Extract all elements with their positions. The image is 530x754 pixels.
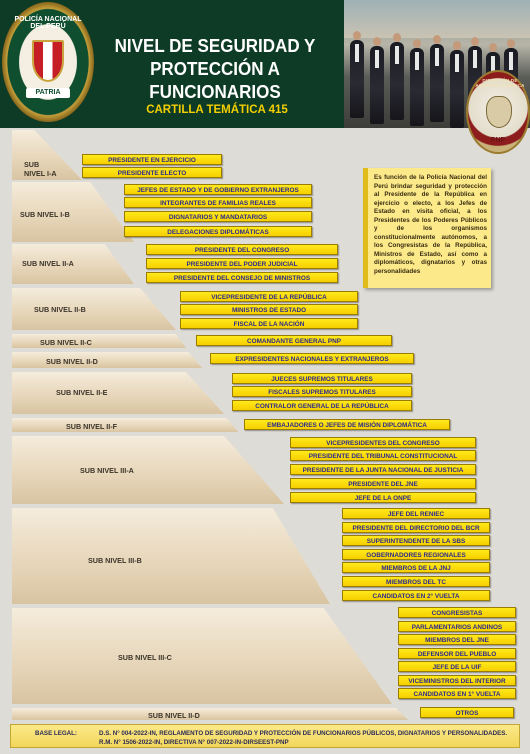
page-title bbox=[100, 34, 330, 103]
shield-icon bbox=[32, 40, 64, 82]
tier-sub-nivel-iii-b bbox=[12, 508, 330, 604]
tier-label: SUB NIVEL III-B bbox=[88, 556, 142, 565]
legal-basis-label: BASE LEGAL: bbox=[35, 730, 77, 737]
tier-item: MIEMBROS DE LA JNJ bbox=[342, 562, 490, 573]
function-description-box bbox=[363, 168, 491, 288]
tier-sub-nivel-bottom bbox=[12, 708, 408, 720]
tier-item: EXPRESIDENTES NACIONALES Y EXTRANJEROS bbox=[210, 353, 414, 364]
tier-item: GOBERNADORES REGIONALES bbox=[342, 549, 490, 560]
tier-item: PRESIDENTE DEL CONGRESO bbox=[146, 244, 338, 255]
tier-item: JEFES DE ESTADO Y DE GOBIERNO EXTRANJEROS bbox=[124, 184, 312, 195]
legal-basis-footer bbox=[10, 724, 520, 748]
tier-label-line: NIVEL I-A bbox=[24, 169, 57, 178]
tier-item: MIEMBROS DEL JNE bbox=[398, 634, 516, 645]
legal-basis-line-1: D.S. N° 004-2022-IN, REGLAMENTO DE SEGURIDAD Y PROTECCIÓN DE FUNCIONARIOS PÚBLICOS, DIGNATARIOS Y PERSONALIDADES. bbox=[99, 730, 508, 737]
tier-label: SUB NIVEL III-C bbox=[118, 653, 172, 662]
tier-item: PRESIDENTE DEL PODER JUDICIAL bbox=[146, 258, 338, 269]
tier-item: INTEGRANTES DE FAMILIAS REALES bbox=[124, 197, 312, 208]
tier-label: SUB NIVEL III-A bbox=[80, 466, 134, 475]
tier-item: VICEMINISTROS DEL INTERIOR bbox=[398, 675, 516, 686]
cadet-figure bbox=[450, 50, 464, 128]
tier-sub-nivel-ii-f bbox=[12, 418, 238, 432]
tier-label bbox=[24, 160, 57, 178]
tier-item: JEFE DE LA UIF bbox=[398, 661, 516, 672]
legal-basis-line-2: R.M. N° 1506-2022-IN, DIRECTIVA N° 007-2022-IN-DIRSEEST-PNP bbox=[99, 739, 289, 746]
tier-item: PRESIDENTE EN EJERCICIO bbox=[82, 154, 222, 165]
tier-item: VICEPRESIDENTES DEL CONGRESO bbox=[290, 437, 476, 448]
policia-nacional-emblem bbox=[2, 2, 94, 122]
tier-label: SUB NIVEL II-B bbox=[34, 305, 86, 314]
cadet-figure bbox=[350, 40, 364, 118]
tier-item: FISCAL DE LA NACIÓN bbox=[180, 318, 358, 329]
cadet-figure bbox=[430, 44, 444, 122]
tier-item: PRESIDENTE DE LA JUNTA NACIONAL DE JUSTICIA bbox=[290, 464, 476, 475]
title-line-2: PROTECCIÓN A FUNCIONARIOS bbox=[149, 58, 281, 102]
tier-item: DELEGACIONES DIPLOMÁTICAS bbox=[124, 226, 312, 237]
photo-sky bbox=[344, 0, 530, 38]
tier-item: MINISTROS DE ESTADO bbox=[180, 304, 358, 315]
tier-item: CONGRESISTAS bbox=[398, 607, 516, 618]
tier-label: SUB NIVEL II-D bbox=[148, 711, 200, 720]
tier-sub-nivel-ii-c bbox=[12, 334, 186, 348]
tier-item: CANDIDATOS EN 1° VUELTA bbox=[398, 688, 516, 699]
tier-item: JUECES SUPREMOS TITULARES bbox=[232, 373, 412, 384]
tier-item: PRESIDENTE DEL TRIBUNAL CONSTITUCIONAL bbox=[290, 450, 476, 461]
tier-item: MIEMBROS DEL TC bbox=[342, 576, 490, 587]
header-banner bbox=[0, 0, 530, 128]
legal-direction-badge bbox=[466, 70, 530, 154]
tier-item: PRESIDENTE DEL DIRECTORIO DEL BCR bbox=[342, 522, 490, 533]
tier-item: FISCALES SUPREMOS TITULARES bbox=[232, 386, 412, 397]
badge-text: PNP bbox=[490, 137, 506, 144]
tier-item: EMBAJADORES O JEFES DE MISIÓN DIPLOMÁTICA bbox=[244, 419, 450, 430]
tier-item: DEFENSOR DEL PUEBLO bbox=[398, 648, 516, 659]
cadet-figure bbox=[410, 48, 424, 126]
function-description-text: Es función de la Policía Nacional del Perú brindar seguridad y protección al Presidente de la República en ejercicio o electo, a los Jefes de Estado en visita oficial, a los Presidentes de los Poderes Públicos y de los organismos constitucionalmente autónomos, a los Congresistas de la República, Ministros de Estado, así como a diplomáticos, dignatarios y otras personalidades bbox=[374, 174, 487, 275]
emblem-top-text: POLICÍA NACIONAL DEL PERÚ bbox=[14, 16, 82, 30]
cadet-figure bbox=[370, 46, 384, 124]
emblem-ribbon: PATRIA bbox=[26, 88, 70, 98]
tier-item: JEFE DE LA ONPE bbox=[290, 492, 476, 503]
tier-item: PRESIDENTE DEL JNE bbox=[290, 478, 476, 489]
tier-label: SUB NIVEL I-B bbox=[20, 210, 70, 219]
tier-label: SUB NIVEL II-D bbox=[46, 357, 98, 366]
tier-item: PRESIDENTE DEL CONSEJO DE MINISTROS bbox=[146, 272, 338, 283]
tier-sub-nivel-ii-d bbox=[12, 352, 202, 368]
tier-item: COMANDANTE GENERAL PNP bbox=[196, 335, 392, 346]
tier-item: PRESIDENTE ELECTO bbox=[82, 167, 222, 178]
tier-item: VICEPRESIDENTE DE LA REPÚBLICA bbox=[180, 291, 358, 302]
tier-item: DIGNATARIOS Y MANDATARIOS bbox=[124, 211, 312, 222]
tier-item: CONTRALOR GENERAL DE LA REPÚBLICA bbox=[232, 400, 412, 411]
tier-label-line: SUB bbox=[24, 160, 40, 169]
badge-arc-text: DIRECCIÓN DE ASESORÍA JURÍDICA bbox=[475, 78, 525, 88]
tier-sub-nivel-iii-a bbox=[12, 436, 284, 504]
tier-item: PARLAMENTARIOS ANDINOS bbox=[398, 621, 516, 632]
tier-sub-nivel-ii-e bbox=[12, 372, 224, 414]
page-subtitle: CARTILLA TEMÁTICA 415 bbox=[146, 104, 288, 116]
cadet-figure bbox=[390, 42, 404, 120]
tier-item: JEFE DEL RENIEC bbox=[342, 508, 490, 519]
tier-label: SUB NIVEL II-F bbox=[66, 422, 117, 431]
tier-label: SUB NIVEL II-C bbox=[40, 338, 92, 347]
tier-item: CANDIDATOS EN 2° VUELTA bbox=[342, 590, 490, 601]
tier-sub-nivel-iii-c bbox=[12, 608, 392, 704]
tier-label: SUB NIVEL II-A bbox=[22, 259, 74, 268]
justice-icon bbox=[486, 96, 512, 128]
tier-item: SUPERINTENDENTE DE LA SBS bbox=[342, 535, 490, 546]
tier-label: SUB NIVEL II-E bbox=[56, 388, 108, 397]
tier-item: OTROS bbox=[420, 707, 514, 718]
title-line-1: NIVEL DE SEGURIDAD Y bbox=[114, 35, 316, 56]
